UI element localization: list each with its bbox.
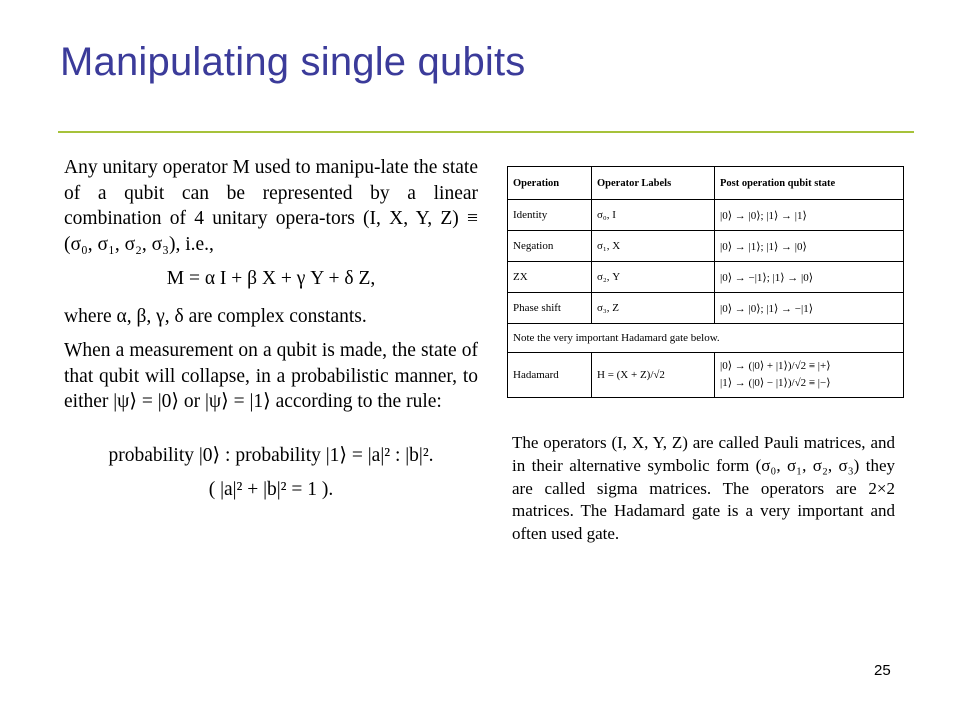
table-note-row xyxy=(508,324,904,353)
hadamard-post-line-1: |0⟩ → (|0⟩ + |1⟩)/√2 ≡ |+⟩ xyxy=(720,360,831,372)
header-post-state: Post operation qubit state xyxy=(715,167,904,200)
equation-normalization: ( |a|² + |b|² = 1 ). xyxy=(208,479,334,500)
cell-post-state: |0⟩ → |0⟩; |1⟩ → |1⟩ xyxy=(715,200,904,231)
cell-labels: σ₁, X xyxy=(592,231,715,262)
cell-labels: σ₂, Y xyxy=(592,262,715,293)
header-operator-labels: Operator Labels xyxy=(592,167,715,200)
equation-linear-combination: M = α I + β X + γ Y + δ Z, xyxy=(166,268,376,289)
hadamard-post-line-2: |1⟩ → (|0⟩ − |1⟩)/√2 ≡ |−⟩ xyxy=(720,377,831,389)
paragraph-measurement: When a measurement on a qubit is made, the state of that qubit will collapse, in a probabilistic manner, to either |ψ⟩ = |0⟩ or |ψ⟩ = |1⟩ according to the rule: xyxy=(64,340,478,412)
cell-operation: Negation xyxy=(508,231,592,262)
paragraph-operator-decomposition: Any unitary operator M used to manipu-late the state of a qubit can be represented by a linear combination of 4 unitary opera-tors (I, X, Y, Z) ≡ (σ₀, σ₁, σ₂, σ₃), i.e., xyxy=(64,157,478,255)
cell-post-state: |0⟩ → −|1⟩; |1⟩ → |0⟩ xyxy=(715,262,904,293)
cell-labels: σ₀, I xyxy=(592,200,715,231)
cell-post-state: |0⟩ → |0⟩; |1⟩ → −|1⟩ xyxy=(715,293,904,324)
cell-labels: H = (X + Z)/√2 xyxy=(592,353,715,398)
table-header-row xyxy=(508,167,904,200)
cell-post-state: |0⟩ → |1⟩; |1⟩ → |0⟩ xyxy=(715,231,904,262)
page-number: 25 xyxy=(874,662,891,679)
table-row xyxy=(508,262,904,293)
cell-operation: Phase shift xyxy=(508,293,592,324)
table-row xyxy=(508,231,904,262)
operations-table xyxy=(507,166,904,398)
cell-note: Note the very important Hadamard gate below. xyxy=(508,324,904,353)
cell-operation: Hadamard xyxy=(508,353,592,398)
title-divider xyxy=(58,131,914,133)
cell-operation: Identity xyxy=(508,200,592,231)
cell-post-state xyxy=(715,353,904,398)
table-row xyxy=(508,200,904,231)
pauli-description: The operators (I, X, Y, Z) are called Pauli matrices, and in their alternative symbolic form (σ₀, σ₁, σ₂, σ₃) they are called sigma matrices. The operators are 2×2 matrices. The Hadamard gate is a very important and often used gate. xyxy=(512,433,895,544)
table-row xyxy=(508,293,904,324)
slide-title: Manipulating single qubits xyxy=(60,40,526,84)
table-row-hadamard xyxy=(508,353,904,398)
paragraph-constants: where α, β, γ, δ are complex constants. xyxy=(64,305,367,327)
cell-labels: σ₃, Z xyxy=(592,293,715,324)
equation-probability: probability |0⟩ : probability |1⟩ = |a|² : |b|². xyxy=(108,444,434,466)
left-column xyxy=(64,155,478,512)
cell-operation: ZX xyxy=(508,262,592,293)
header-operation: Operation xyxy=(508,167,592,200)
